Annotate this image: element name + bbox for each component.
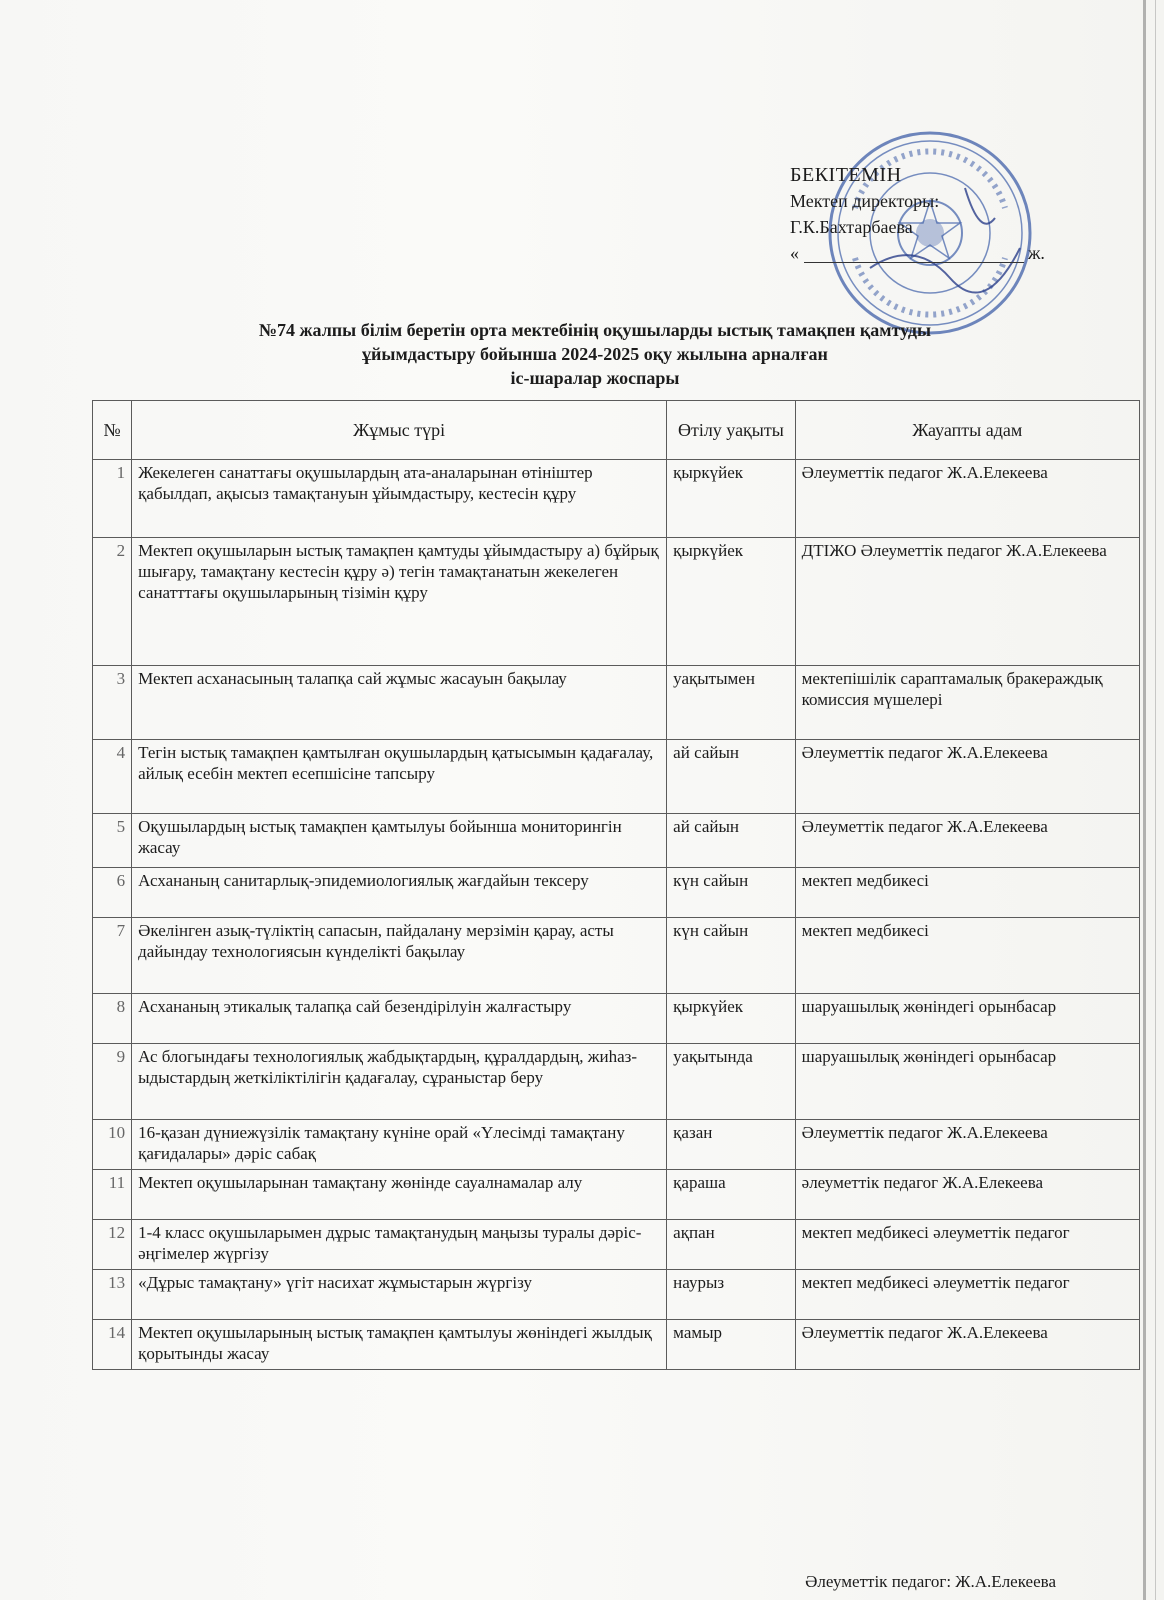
- row-number: 7: [93, 918, 132, 994]
- row-number: 14: [93, 1320, 132, 1370]
- header-number: №: [93, 401, 132, 460]
- row-work: Оқушылардың ыстық тамақпен қамтылуы бойынша мониторингін жасау: [132, 814, 667, 868]
- row-time: қыркүйек: [667, 538, 795, 666]
- scan-edge-line-secondary: [1155, 0, 1156, 1600]
- row-time: күн сайын: [667, 918, 795, 994]
- row-time: мамыр: [667, 1320, 795, 1370]
- document-heading: [120, 318, 1070, 390]
- row-work: 16-қазан дүниежүзілік тамақтану күніне орай «Үлесімді тамақтану қағидалары» дәріс сабақ: [132, 1120, 667, 1170]
- table-row: [93, 994, 1140, 1044]
- row-work: Әкелінген азық-түліктің сапасын, пайдалану мерзімін қарау, асты дайындау технологиясын күнделікті бақылау: [132, 918, 667, 994]
- row-number: 3: [93, 666, 132, 740]
- row-time: уақытында: [667, 1044, 795, 1120]
- table-row: [93, 1044, 1140, 1120]
- row-time: қазан: [667, 1120, 795, 1170]
- row-time: уақытымен: [667, 666, 795, 740]
- row-responsible: Әлеуметтік педагог Ж.А.Елекеева: [795, 1320, 1139, 1370]
- row-number: 5: [93, 814, 132, 868]
- approval-date-line: [790, 240, 1090, 266]
- row-time: наурыз: [667, 1270, 795, 1320]
- row-responsible: шаруашылық жөніндегі орынбасар: [795, 994, 1139, 1044]
- heading-line-1: №74 жалпы білім беретін орта мектебінің оқушыларды ыстық тамақпен қамтуды: [258, 320, 932, 340]
- row-work: «Дұрыс тамақтану» үгіт насихат жұмыстарын жүргізу: [132, 1270, 667, 1320]
- row-number: 9: [93, 1044, 132, 1120]
- row-responsible: әлеуметтік педагог Ж.А.Елекеева: [795, 1170, 1139, 1220]
- row-time: қыркүйек: [667, 460, 795, 538]
- table-row: [93, 1120, 1140, 1170]
- row-work: Тегін ыстық тамақпен қамтылған оқушылардың қатысымын қадағалау, айлық есебін мектеп есепшісіне тапсыру: [132, 740, 667, 814]
- table-row: [93, 814, 1140, 868]
- row-responsible: ДТІЖО Әлеуметтік педагог Ж.А.Елекеева: [795, 538, 1139, 666]
- row-responsible: мектепішілік сараптамалық бракераждық комиссия мүшелері: [795, 666, 1139, 740]
- row-time: ақпан: [667, 1220, 795, 1270]
- table-row: [93, 460, 1140, 538]
- date-suffix: ж.: [1028, 243, 1045, 263]
- table-row: [93, 1320, 1140, 1370]
- header-work-type: Жұмыс түрі: [132, 401, 667, 460]
- row-number: 6: [93, 868, 132, 918]
- heading-line-3: іс-шаралар жоспары: [510, 368, 680, 388]
- heading-line-2: ұйымдастыру бойынша 2024-2025 оқу жылына арналған: [362, 344, 828, 364]
- row-responsible: Әлеуметтік педагог Ж.А.Елекеева: [795, 460, 1139, 538]
- footer-signature: Әлеуметтік педагог: Ж.А.Елекеева: [805, 1572, 1056, 1591]
- row-responsible: Әлеуметтік педагог Ж.А.Елекеева: [795, 814, 1139, 868]
- row-work: Жекелеген санаттағы оқушылардың ата-аналарынан өтініштер қабылдап, ақысыз тамақтануын ұйымдастыру, кестесін құру: [132, 460, 667, 538]
- table-row: [93, 1270, 1140, 1320]
- row-time: ай сайын: [667, 814, 795, 868]
- row-work: Ас блогындағы технологиялық жабдықтардың, құралдардың, жиһаз-ыдыстардың жеткіліктілігін қадағалау, сұраныстар беру: [132, 1044, 667, 1120]
- row-number: 10: [93, 1120, 132, 1170]
- table-row: [93, 1220, 1140, 1270]
- director-name: Г.К.Бахтарбаева: [790, 217, 913, 237]
- row-time: қараша: [667, 1170, 795, 1220]
- row-number: 12: [93, 1220, 132, 1270]
- row-responsible: мектеп медбикесі: [795, 868, 1139, 918]
- row-number: 13: [93, 1270, 132, 1320]
- row-work: 1-4 класс оқушыларымен дұрыс тамақтанудың маңызы туралы дәріс-әңгімелер жүргізу: [132, 1220, 667, 1270]
- table-row: [93, 868, 1140, 918]
- row-number: 11: [93, 1170, 132, 1220]
- approval-title: БЕКІТЕМІН: [790, 164, 902, 186]
- row-work: Мектеп асханасының талапқа сай жұмыс жасауын бақылау: [132, 666, 667, 740]
- table-header-row: [93, 401, 1140, 460]
- row-work: Мектеп оқушыларының ыстық тамақпен қамтылуы жөніндегі жылдық қорытынды жасау: [132, 1320, 667, 1370]
- row-number: 4: [93, 740, 132, 814]
- row-responsible: Әлеуметтік педагог Ж.А.Елекеева: [795, 740, 1139, 814]
- row-number: 2: [93, 538, 132, 666]
- table-row: [93, 666, 1140, 740]
- date-underline: [804, 246, 1024, 263]
- row-time: күн сайын: [667, 868, 795, 918]
- table-row: [93, 1170, 1140, 1220]
- row-number: 8: [93, 994, 132, 1044]
- row-responsible: шаруашылық жөніндегі орынбасар: [795, 1044, 1139, 1120]
- row-time: ай сайын: [667, 740, 795, 814]
- table-row: [93, 918, 1140, 994]
- row-number: 1: [93, 460, 132, 538]
- row-responsible: Әлеуметтік педагог Ж.А.Елекеева: [795, 1120, 1139, 1170]
- row-responsible: мектеп медбикесі әлеуметтік педагог: [795, 1270, 1139, 1320]
- row-work: Мектеп оқушыларын ыстық тамақпен қамтуды ұйымдастыру а) бұйрық шығару, тамақтану кестесін құру ә) тегін тамақтанатын жекелеген санатттағы оқушыларының тізімін құру: [132, 538, 667, 666]
- approval-block: [790, 162, 1090, 266]
- plan-table: [92, 400, 1140, 1370]
- row-responsible: мектеп медбикесі: [795, 918, 1139, 994]
- table-row: [93, 538, 1140, 666]
- row-work: Асхананың этикалық талапқа сай безендірілуін жалғастыру: [132, 994, 667, 1044]
- table-row: [93, 740, 1140, 814]
- director-position: Мектеп директоры:: [790, 191, 940, 211]
- header-time: Өтілу уақыты: [667, 401, 795, 460]
- row-responsible: мектеп медбикесі әлеуметтік педагог: [795, 1220, 1139, 1270]
- header-responsible: Жауапты адам: [795, 401, 1139, 460]
- row-work: Асхананың санитарлық-эпидемиологиялық жағдайын тексеру: [132, 868, 667, 918]
- scan-edge-line: [1143, 0, 1146, 1600]
- row-time: қыркүйек: [667, 994, 795, 1044]
- date-open-quote: «: [790, 243, 799, 263]
- row-work: Мектеп оқушыларынан тамақтану жөнінде сауалнамалар алу: [132, 1170, 667, 1220]
